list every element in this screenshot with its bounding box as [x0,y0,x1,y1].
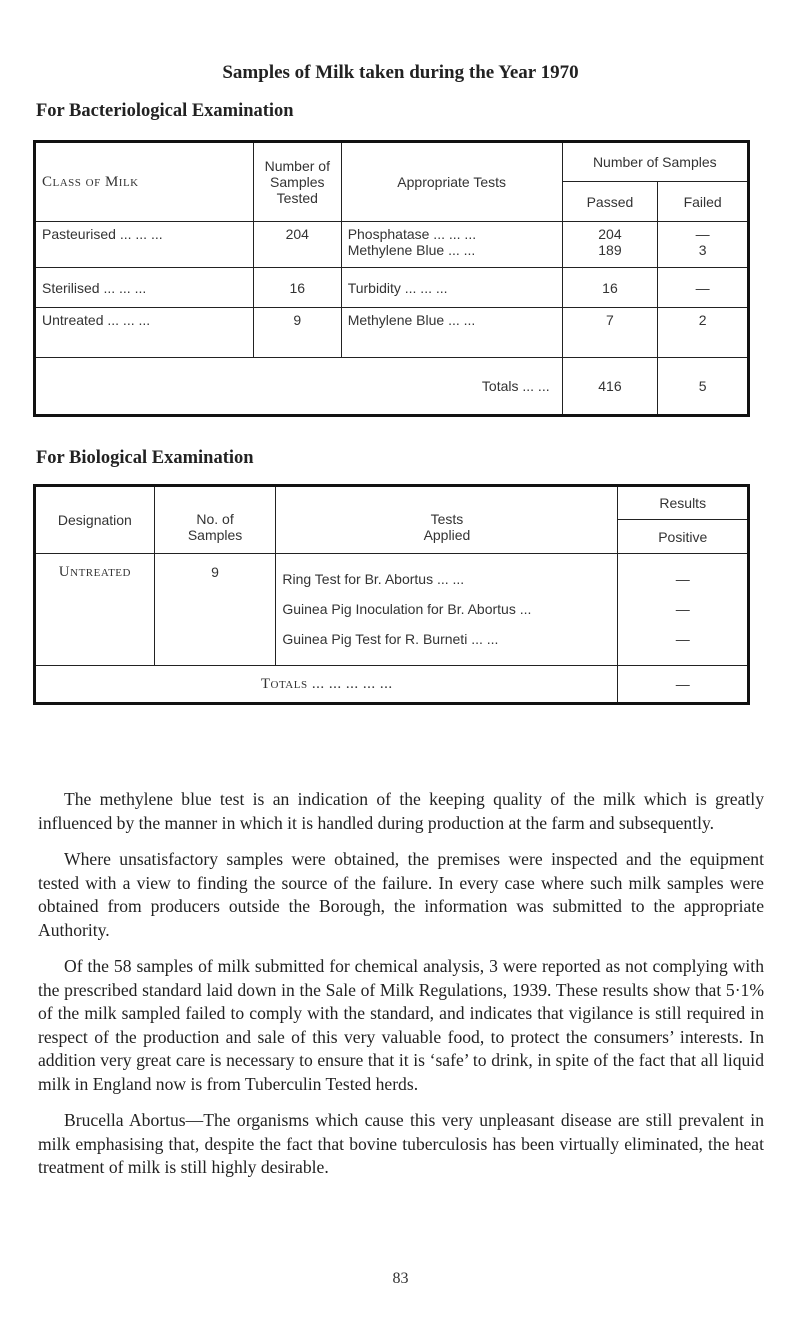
page-title: Samples of Milk taken during the Year 1970 [222,62,579,83]
header-failed: Failed [658,182,749,222]
page-number: 83 [392,1270,409,1287]
biological-heading: For Biological Examination [36,448,254,468]
header-tests: Appropriate Tests [341,142,562,222]
header-designation: Designation [35,486,155,554]
header-number-tested: Number of Samples Tested [253,142,341,222]
totals-failed: 5 [658,358,749,416]
body-text [38,788,764,1193]
totals-label: Totals ... ... ... ... ... [35,666,618,704]
header-class: Class of Milk [35,142,254,222]
totals-row [35,666,749,704]
totals-passed: 416 [562,358,658,416]
table-row: Sterilised ... ... ... 16 Turbidity ... ... ... 16 — [35,268,749,308]
totals-row [35,358,749,416]
bacteriological-table [33,140,750,417]
header-results: Results [618,486,749,520]
table-row: Untreated ... ... ... 9 Methylene Blue ... ... 7 2 [35,308,749,358]
biological-table [33,484,750,705]
header-positive: Positive [618,520,749,554]
paragraph: Brucella Abortus—The organisms which cause this very unpleasant disease are still prevalent in milk emphasising that, despite the fact that bovine tuberculosis has been virtually eliminated, the heat treatment of milk is still highly desirable. [38,1110,764,1177]
header-tests-applied: Tests Applied [276,486,618,554]
header-no-samples: No. of Samples [154,486,276,554]
bacteriological-heading: For Bacteriological Examination [36,101,294,121]
totals-label: Totals ... ... [35,358,563,416]
table-row: Pasteurised ... ... ... 204 Phosphatase ... ... ... Methylene Blue ... ... 204 189 — 3 [35,222,749,268]
table-row: Untreated 9 Ring Test for Br. Abortus ... ... Guinea Pig Inoculation for Br. Abortus ... Guinea Pig Test for R. Burneti ... ... — — — [35,554,749,666]
paragraph: Where unsatisfactory samples were obtained, the premises were inspected and the equipment tested with a view to finding the source of the failure. In every case where such milk samples were obtained from producers outside the Borough, the information was submitted to the appropriate Authority. [38,849,764,940]
header-passed: Passed [562,182,658,222]
header-number-of-samples: Number of Samples [562,142,748,182]
paragraph: Of the 58 samples of milk submitted for chemical analysis, 3 were reported as not complying with the prescribed standard laid down in the Sale of Milk Regulations, 1939. These results show that 5·1% of the milk sampled failed to comply with the standard, and indicates that vigilance is still required in respect of the production and sale of this very valuable food, to protect the consumers’ interests. In addition very great care is necessary to ensure that it is ‘safe’ to drink, in spite of the fact that all liquid milk in England now is from Tuberculin Tested herds. [38,956,764,1094]
totals-positive: — [618,666,749,704]
paragraph: The methylene blue test is an indication of the keeping quality of the milk which is greatly influenced by the manner in which it is handled during production at the farm and subsequently. [38,789,764,833]
